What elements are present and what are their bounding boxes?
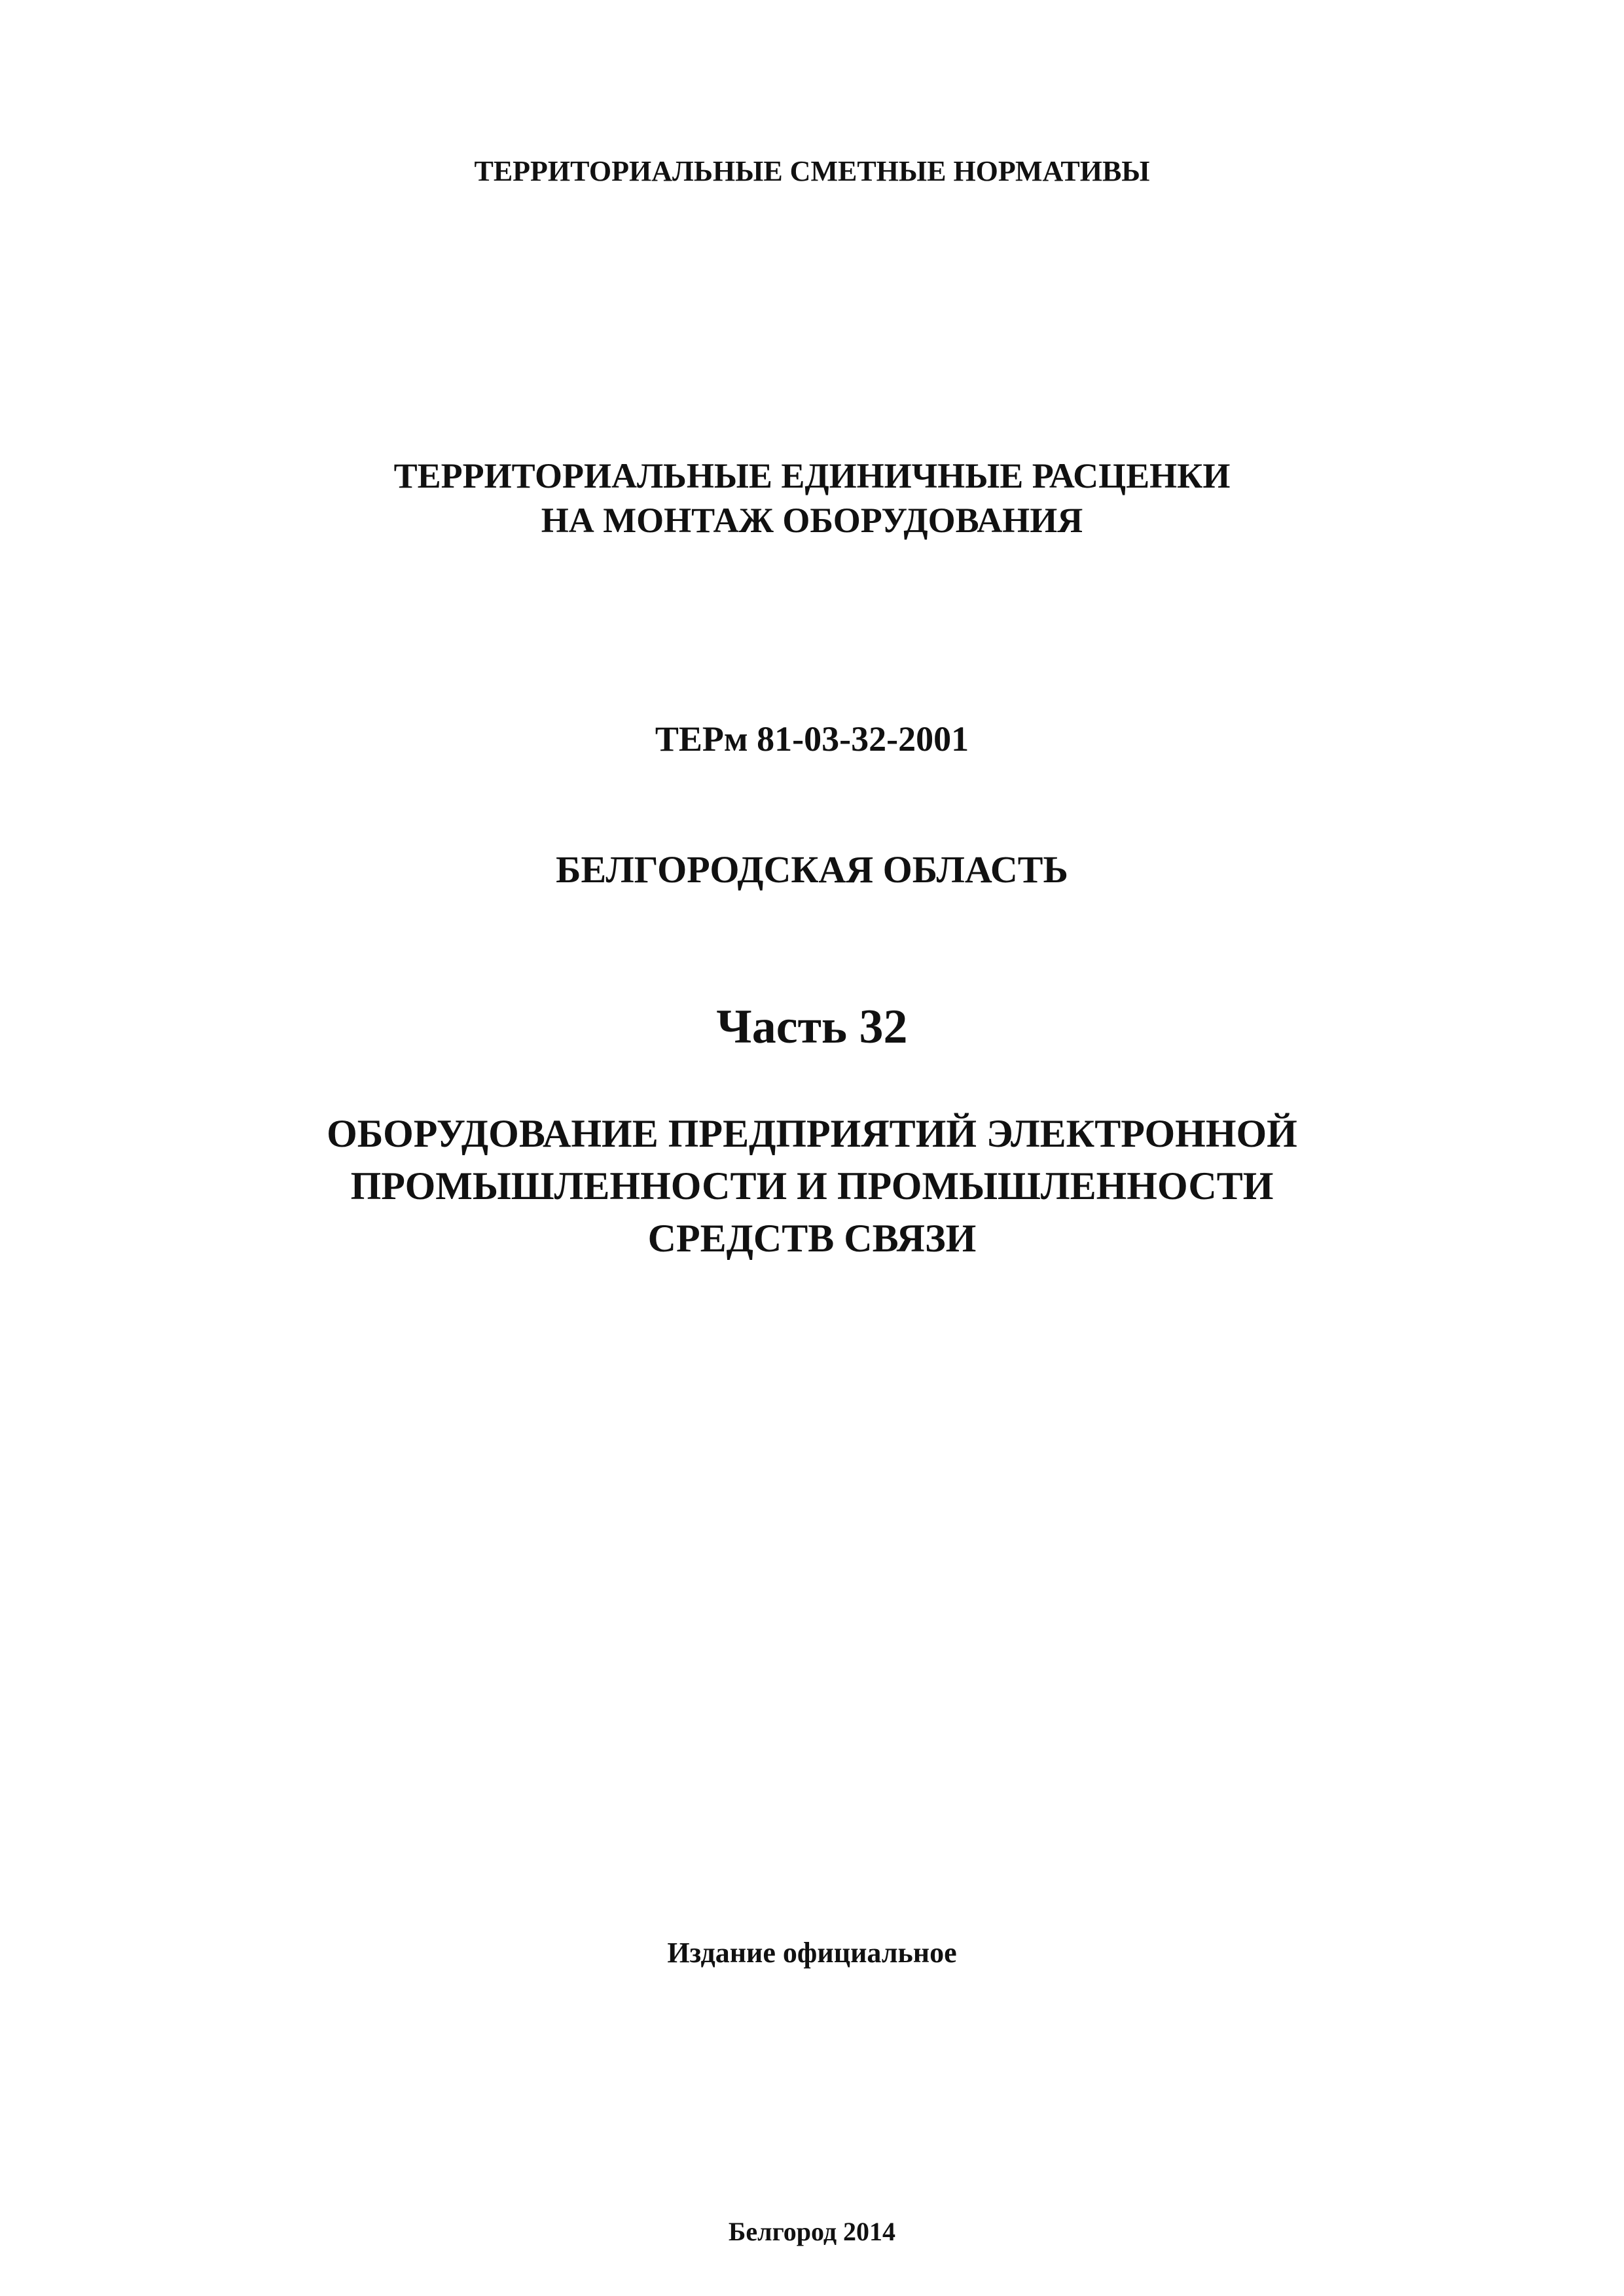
subject-line-2: ПРОМЫШЛЕННОСТИ И ПРОМЫШЛЕННОСТИ bbox=[350, 1164, 1274, 1208]
series-heading: ТЕРРИТОРИАЛЬНЫЕ СМЕТНЫЕ НОРМАТИВЫ bbox=[474, 155, 1150, 187]
part-number: Часть 32 bbox=[716, 1000, 908, 1054]
subject-line-1: ОБОРУДОВАНИЕ ПРЕДПРИЯТИЙ ЭЛЕКТРОННОЙ bbox=[327, 1112, 1297, 1155]
region-heading: БЕЛГОРОДСКАЯ ОБЛАСТЬ bbox=[556, 848, 1068, 891]
place-and-year: Белгород 2014 bbox=[728, 2217, 896, 2246]
document-title-line-2: НА МОНТАЖ ОБОРУДОВАНИЯ bbox=[541, 501, 1083, 540]
subject-line-3: СРЕДСТВ СВЯЗИ bbox=[647, 1217, 977, 1260]
document-title-line-1: ТЕРРИТОРИАЛЬНЫЕ ЕДИНИЧНЫЕ РАСЦЕНКИ bbox=[393, 456, 1231, 495]
edition-note: Издание официальное bbox=[667, 1937, 957, 1969]
document-code: ТЕРм 81-03-32-2001 bbox=[655, 719, 969, 759]
